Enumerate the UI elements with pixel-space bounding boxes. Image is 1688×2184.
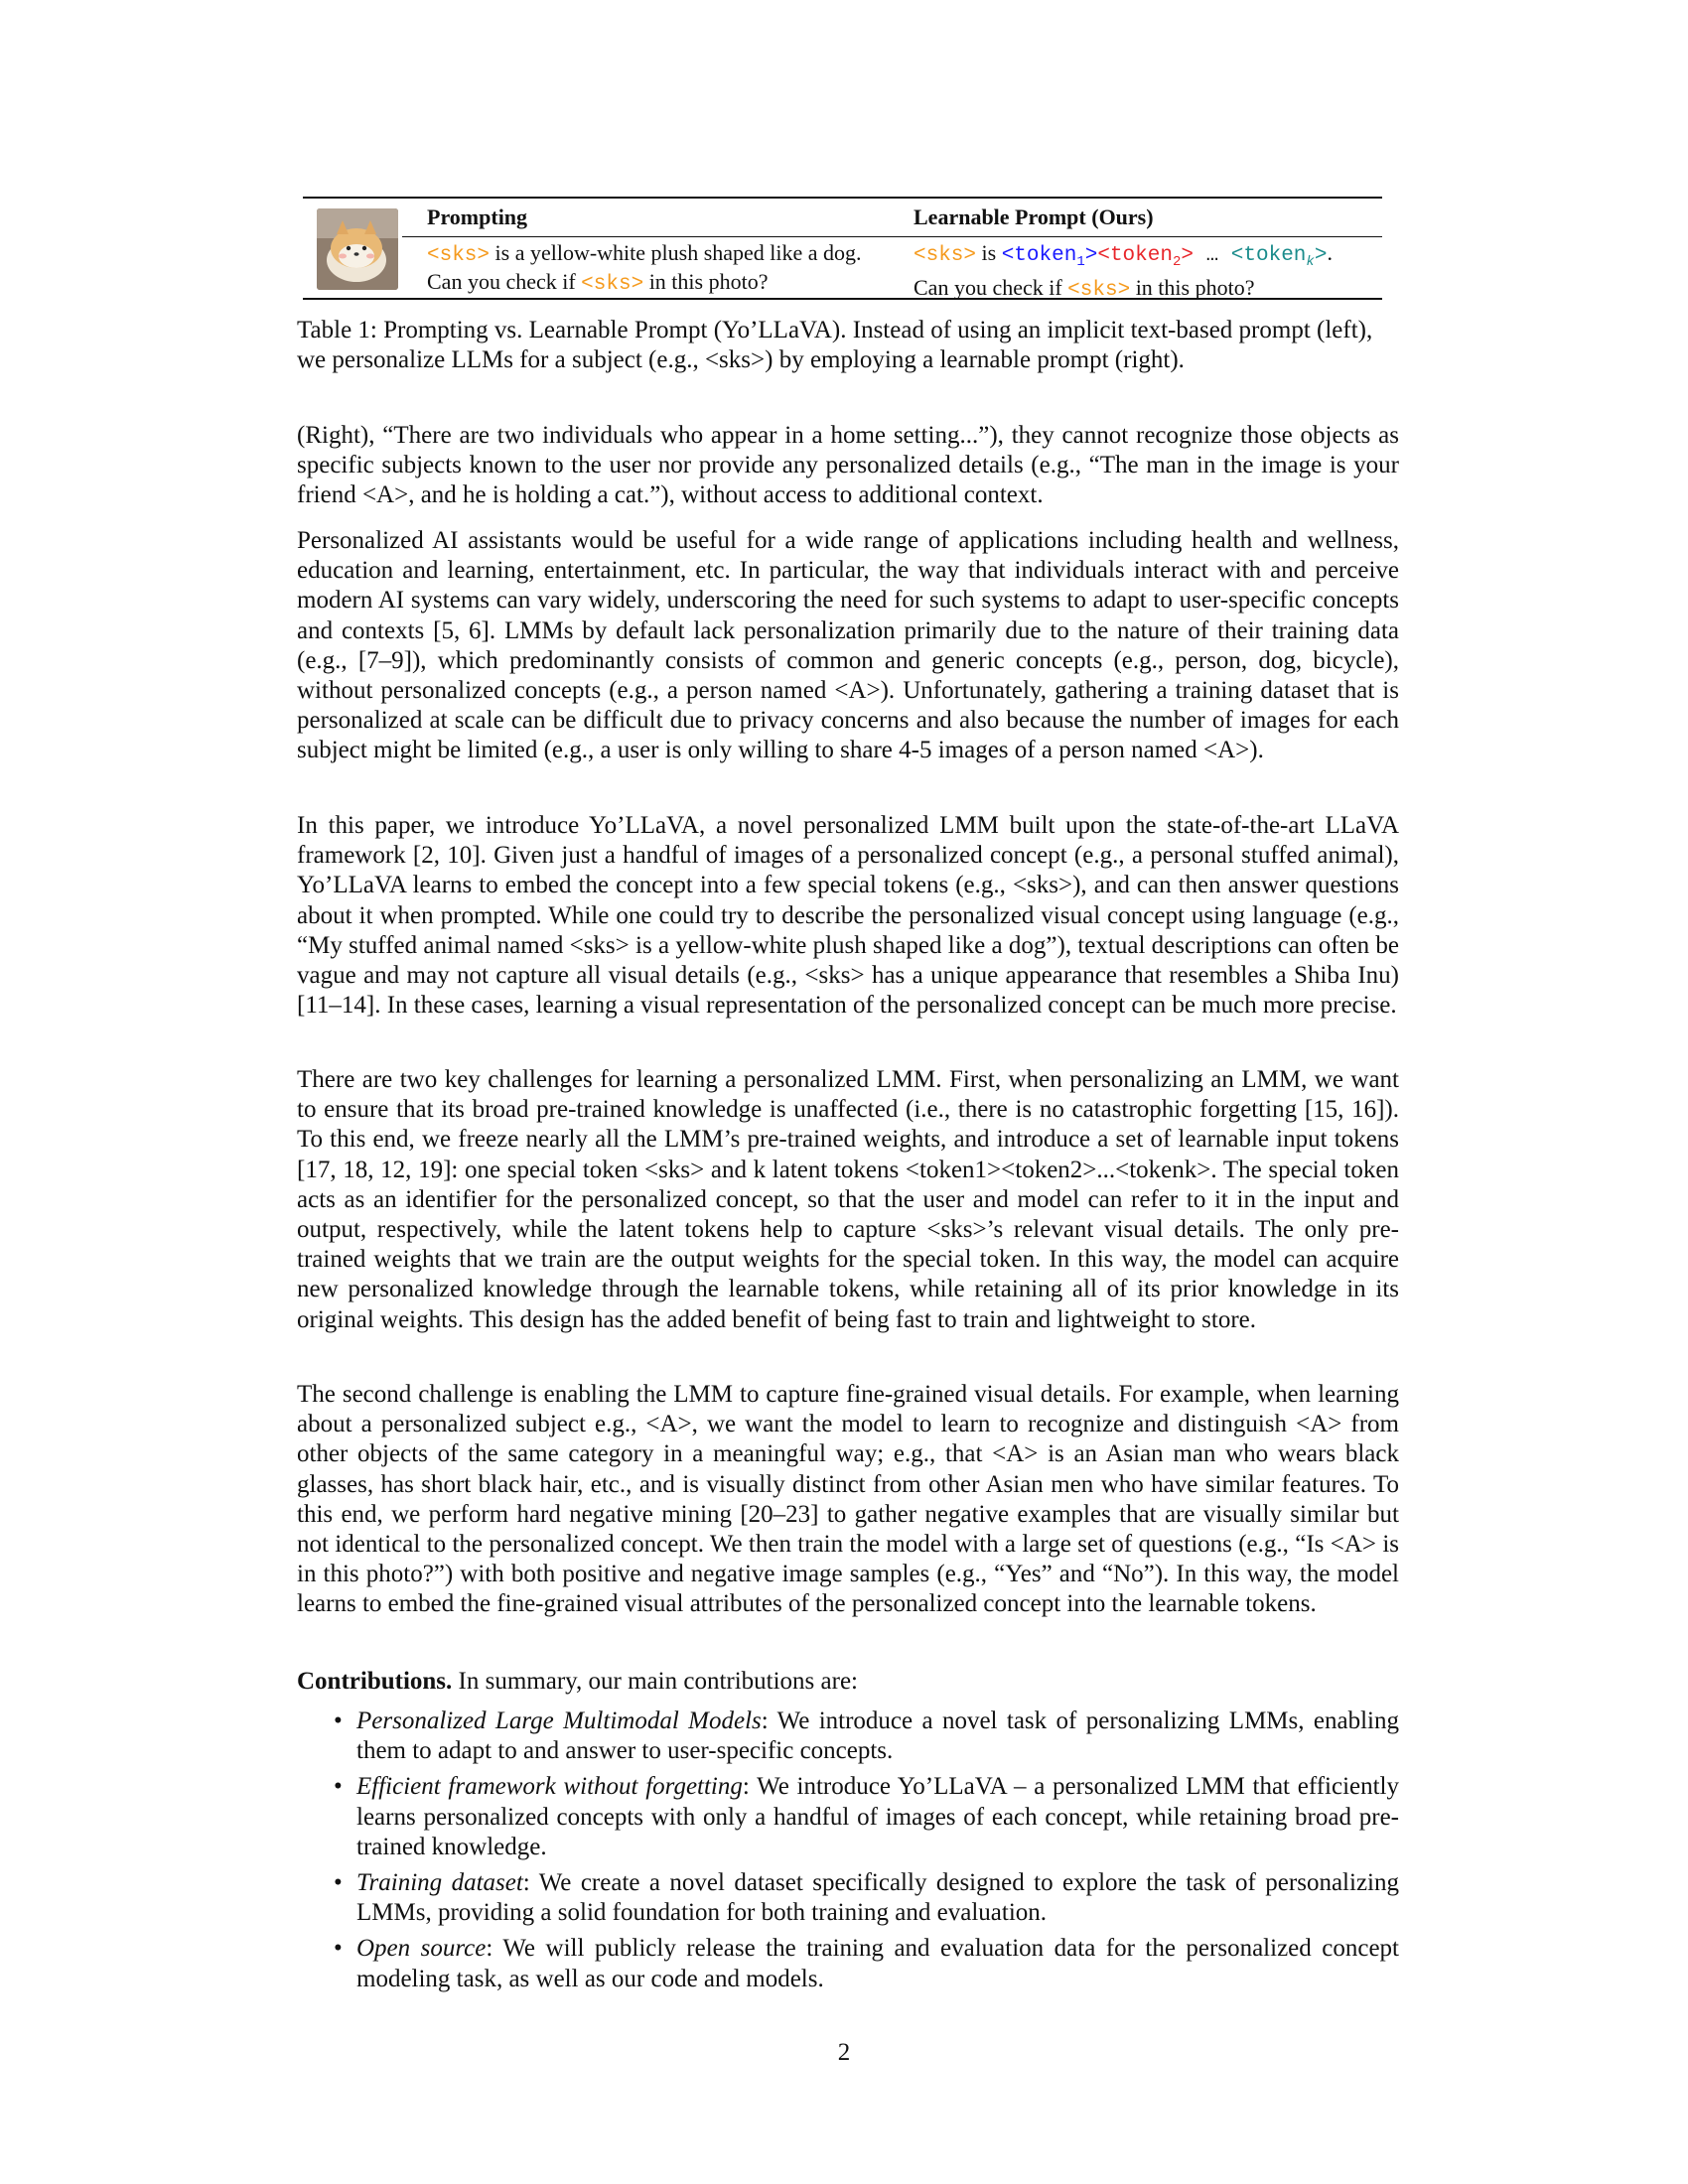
table-bottom-rule: [303, 298, 1382, 300]
token-k: <token$_k$>: [1230, 244, 1328, 271]
table-1: [303, 197, 1382, 303]
list-item: [297, 1868, 1399, 1928]
prompting-header: Prompting: [427, 205, 528, 229]
paragraph-4: There are two key challenges for learning a personalized LMM. First, when personalizing an LMM, we want to ensure that its broad pre-trained knowledge is unaffected (i.e., there is no catastrophic forgetting [15, 16]). To this end, we freeze nearly all the LMM’s pre-trained weights, and introduce a set of learnable input tokens [17, 18, 12, 19]: one special token <sks> and k latent tokens <token1><token2>...<tokenk>. The special token acts as an identifier for the personalized concept, so that the user and model can refer to it in the input and output, respectively, while the latent tokens help to capture <sks>’s relevant visual details. The only pre-trained weights that we train are the output weights for the special token. In this way, the model can acquire new personalized knowledge through the learnable tokens, while retaining all of its prior knowledge in its original weights. This design has the added benefit of being fast to train and lightweight to store.: [297, 1066, 1399, 1333]
page-number: 2: [837, 2039, 851, 2066]
list-item: [297, 1934, 1399, 1993]
bullet-title: Efficient framework without forgetting: [356, 1773, 743, 1801]
bullet-title: Training dataset: [356, 1869, 523, 1897]
ellipsis: …: [1193, 244, 1231, 267]
learnable-prompt-cell: <sks> is <token$_1$><token$_2$> … <token$_k$>. Can you check if <sks> in this photo?: [914, 240, 1333, 303]
sks-token: <sks>: [427, 244, 491, 267]
list-item: [297, 1706, 1399, 1766]
paragraph-3: In this paper, we introduce Yo’LLaVA, a novel personalized LMM built upon the state-of-the-art LLaVA framework [2, 10]. Given just a handful of images of a personalized concept (e.g., a personal stuffed animal), Yo’LLaVA learns to embed the concept into a few special tokens (e.g., <sks>), and can then answer questions about it when prompted. While one could try to describe the personalized visual concept using language (e.g., “My stuffed animal named <sks> is a yellow-white plush shaped like a dog”), textual descriptions can often be vague and may not capture all visual details (e.g., <sks> has a unique appearance that resembles a Shiba Inu) [11–14]. In these cases, learning a visual representation of the personalized concept can be much more precise.: [297, 812, 1399, 1020]
contributions-rest: In summary, our main contributions are:: [452, 1668, 859, 1695]
bullet-text: : We introduce Yo’LLaVA – a personalized LMM that efficiently learns personalized concepts with only a handful of images of each concept, while retaining broad pre-trained knowledge.: [356, 1773, 1399, 1860]
table-header-rule: [402, 236, 1382, 237]
bullet-title: Personalized Large Multimodal Models: [356, 1707, 762, 1734]
sks-token: <sks>: [914, 244, 977, 267]
paragraph-1: (Right), “There are two individuals who appear in a home setting...”), they cannot recognize those objects as specific subjects known to the user nor provide any personalized details (e.g., “The man in the image is your friend <A>, and he is holding a cat.”), without access to additional context.: [297, 422, 1399, 509]
bullet-text: : We introduce a novel task of personalizing LMMs, enabling them to adapt to and answer to user-specific concepts.: [356, 1707, 1399, 1765]
sks-token: <sks>: [1067, 279, 1131, 303]
token-2: <token$_2$>: [1097, 244, 1194, 271]
list-item: [297, 1772, 1399, 1862]
prompting-line2-pre: Can you check if: [427, 269, 582, 294]
prompting-line1: is a yellow-white plush shaped like a dog.: [490, 240, 862, 265]
contributions-label: Contributions.: [297, 1668, 453, 1695]
bullet-text: : We will publicly release the training and evaluation data for the personalized concept modeling task, as well as our code and models.: [356, 1935, 1399, 1992]
learnable-prompt-header: Learnable Prompt (Ours): [914, 205, 1154, 229]
learnable-line2-pre: Can you check if: [914, 275, 1068, 301]
paragraph-5: The second challenge is enabling the LMM to capture fine-grained visual details. For example, when learning about a personalized subject e.g., <A>, we want the model to learn to recognize and distinguish <A> from other objects of the same category in a meaningful way; e.g., that <A> is an Asian man who wears black glasses, has short black hair, etc., and is visually distinct from other Asian men who have similar features. To this end, we perform hard negative mining [20–23] to gather negative examples that are visually similar but not identical to the personalized concept. We then train the model with a large set of questions (e.g., “Is <A> is in this photo?”) with both positive and negative image samples (e.g., “Yes” and “No”). In this way, the model learns to embed the fine-grained visual attributes of the personalized concept into the learnable tokens.: [297, 1381, 1399, 1618]
learnable-is: is: [976, 240, 1002, 265]
contributions-intro: [297, 1667, 1399, 1697]
learnable-line2-post: in this photo?: [1130, 275, 1255, 301]
prompting-line2-post: in this photo?: [643, 269, 769, 294]
table-top-rule: [303, 197, 1382, 199]
sks-token: <sks>: [581, 273, 644, 296]
table-caption: Table 1: Prompting vs. Learnable Prompt (Yo’LLaVA). Instead of using an implicit text-based prompt (left), we personalize LLMs for a subject (e.g., <sks>) by employing a learnable prompt (right).: [297, 317, 1373, 373]
paragraph-2: Personalized AI assistants would be useful for a wide range of applications including health and wellness, education and learning, entertainment, etc. In particular, the way that individuals interact with and perceive modern AI systems can vary widely, underscoring the need for such systems to adapt to user-specific concepts and contexts [5, 6]. LMMs by default lack personalization primarily due to the nature of their training data (e.g., [7–9]), which predominantly consists of common and generic concepts (e.g., person, dog, bicycle), without personalized concepts (e.g., a person named <A>). Unfortunately, gathering a training dataset that is personalized at scale can be difficult due to privacy concerns and also because the number of images for each subject might be limited (e.g., a user is only willing to share 4-5 images of a person named <A>).: [297, 527, 1399, 764]
prompting-cell: [427, 240, 904, 298]
token-1: <token$_1$>: [1001, 244, 1098, 271]
bullet-title: Open source: [356, 1935, 487, 1963]
plush-dog-thumbnail: [317, 208, 398, 290]
contributions-list: [297, 1706, 1399, 2000]
bullet-text: : We create a novel dataset specifically designed to explore the task of personalizing LMMs, providing a solid foundation for both training and evaluation.: [356, 1869, 1399, 1927]
